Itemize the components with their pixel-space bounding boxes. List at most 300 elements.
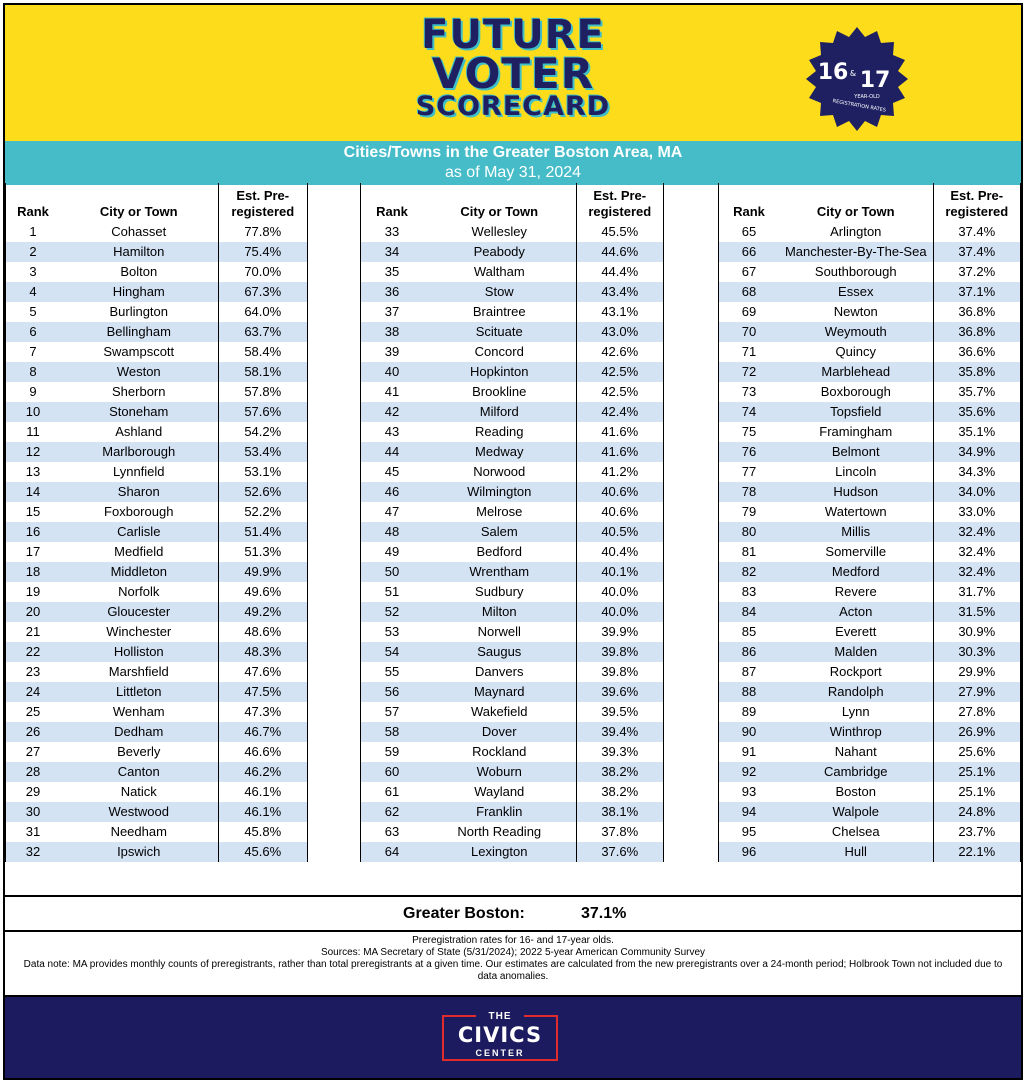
rank-cell: 44 [361, 442, 423, 462]
preregistered-cell: 67.3% [218, 282, 307, 302]
preregistered-cell: 46.6% [218, 742, 307, 762]
city-cell: Concord [474, 344, 524, 359]
table-row [719, 622, 1020, 642]
city-cell: Acton [779, 602, 933, 622]
table-row [719, 442, 1020, 462]
rank-cell: 42 [361, 402, 423, 422]
rank-cell: 3 [29, 264, 37, 279]
preregistered-cell: 52.6% [218, 482, 307, 502]
city-cell: Norwood [473, 464, 526, 479]
badge-ampersand: & [849, 69, 857, 78]
table-row [719, 562, 1020, 582]
city-cell: Stow [423, 282, 576, 302]
city-cell: Braintree [472, 304, 526, 319]
table-row [6, 382, 307, 402]
total-label: Greater Boston: [403, 905, 525, 922]
logo-line-2: VOTER [431, 49, 595, 98]
rank-cell: 68 [719, 282, 779, 302]
rank-cell: 12 [6, 442, 60, 462]
city-header: City or Town [460, 204, 539, 219]
city-cell: Burlington [109, 304, 169, 319]
rank-cell: 45 [384, 464, 400, 479]
rank-cell: 11 [26, 424, 40, 439]
city-cell: Boston [835, 784, 876, 799]
rank-cell: 54 [361, 642, 423, 662]
city-cell: Peabody [423, 242, 576, 262]
table-row [361, 222, 663, 242]
rank-cell: 39 [384, 344, 400, 359]
table-row [6, 662, 307, 682]
rank-cell: 78 [719, 482, 779, 502]
table-row [6, 562, 307, 582]
preregistered-cell: 47.6% [218, 662, 307, 682]
table-row [6, 742, 307, 762]
rank-header: Rank [733, 204, 765, 219]
preregistered-cell: 22.1% [933, 842, 1020, 862]
table-header-row [6, 183, 307, 222]
preregistered-cell: 29.9% [933, 662, 1020, 682]
ranking-column-1 [5, 183, 308, 862]
logo-line-1: FUTURE [421, 12, 605, 58]
table-row [6, 322, 307, 342]
rank-cell: 38 [361, 322, 423, 342]
preregistered-cell: 70.0% [218, 262, 307, 282]
rank-cell: 27 [25, 744, 41, 759]
preregistered-cell: 41.6% [576, 442, 663, 462]
preregistered-cell: 37.8% [576, 822, 663, 842]
table-row [719, 742, 1020, 762]
table-row [719, 502, 1020, 522]
table-row [719, 782, 1020, 802]
preregistered-cell: 46.1% [218, 802, 307, 822]
preregistered-cell: 31.7% [933, 582, 1020, 602]
table-row [719, 482, 1020, 502]
city-cell: Scituate [423, 322, 576, 342]
rank-cell: 35 [384, 264, 400, 279]
city-cell: Lexington [423, 842, 576, 862]
table-row [6, 282, 307, 302]
total-value: 37.1% [581, 905, 627, 922]
preregistered-cell: 49.9% [218, 562, 307, 582]
preregistered-cell: 46.1% [218, 782, 307, 802]
ranking-table [719, 183, 1020, 862]
city-cell: Melrose [476, 504, 523, 519]
table-row [361, 302, 663, 322]
rank-cell: 53 [384, 624, 400, 639]
preregistered-cell: 51.4% [218, 522, 307, 542]
rank-cell: 64 [361, 842, 423, 862]
rank-cell: 93 [741, 784, 757, 799]
rank-cell: 91 [741, 744, 757, 759]
preregistered-header: Est. Pre- registered [933, 183, 1020, 222]
table-row [6, 702, 307, 722]
preregistered-cell: 40.1% [576, 562, 663, 582]
table-row [361, 242, 663, 262]
rank-cell: 80 [719, 522, 779, 542]
table-row [361, 382, 663, 402]
table-row [6, 602, 307, 622]
rank-cell: 83 [741, 584, 757, 599]
preregistered-cell: 39.6% [576, 682, 663, 702]
table-row [361, 742, 663, 762]
preregistered-cell: 32.4% [933, 562, 1020, 582]
city-cell: Lincoln [835, 464, 877, 479]
preregistered-cell: 35.6% [933, 402, 1020, 422]
preregistered-cell: 43.1% [576, 302, 663, 322]
city-cell: Danvers [475, 664, 524, 679]
rank-cell: 73 [741, 384, 757, 399]
preregistered-cell: 37.4% [933, 222, 1020, 242]
table-row [6, 762, 307, 782]
table-row [6, 622, 307, 642]
table-row [719, 322, 1020, 342]
table-row [361, 642, 663, 662]
rank-cell: 90 [719, 722, 779, 742]
rank-cell: 72 [719, 362, 779, 382]
city-cell: Boxborough [820, 384, 891, 399]
city-cell: Belmont [779, 442, 933, 462]
city-cell: Southborough [814, 264, 897, 279]
city-cell: Middleton [60, 562, 218, 582]
city-cell: Bolton [120, 264, 158, 279]
city-cell: Stoneham [60, 402, 218, 422]
note-data: Data note: MA provides monthly counts of preregistrants, rather than total preregistrants at a given time. Our estimates are calculated from the new preregistrants over a 24-month period; Holbrook Town not included due to data anomalies. [23, 959, 1003, 982]
rank-header: Rank [17, 204, 49, 219]
table-row [6, 682, 307, 702]
preregistered-cell: 48.3% [218, 642, 307, 662]
city-cell: Dover [423, 722, 576, 742]
rank-cell: 32 [6, 842, 60, 862]
city-cell: Chelsea [831, 824, 880, 839]
rank-cell: 21 [25, 624, 41, 639]
city-cell: Essex [779, 282, 933, 302]
table-row [719, 762, 1020, 782]
city-cell: Waltham [473, 264, 525, 279]
preregistered-cell: 36.8% [933, 322, 1020, 342]
preregistered-cell: 27.8% [933, 702, 1020, 722]
table-row [719, 522, 1020, 542]
badge-registration-rates: REGISTRATION RATES [832, 98, 887, 114]
city-cell: Salem [423, 522, 576, 542]
rank-cell: 1 [29, 224, 37, 239]
city-cell: Wayland [474, 784, 525, 799]
city-cell: Hudson [779, 482, 933, 502]
preregistered-cell: 47.5% [218, 682, 307, 702]
city-cell: Bedford [476, 544, 523, 559]
city-cell: Weston [60, 362, 218, 382]
table-row [719, 242, 1020, 262]
city-cell: Foxborough [104, 504, 174, 519]
table-row [361, 722, 663, 742]
preregistered-cell: 32.4% [933, 522, 1020, 542]
preregistered-cell: 63.7% [218, 322, 307, 342]
city-cell: Somerville [825, 544, 887, 559]
rank-cell: 89 [741, 704, 757, 719]
preregistered-cell: 54.2% [218, 422, 307, 442]
table-row [361, 802, 663, 822]
city-cell: Holliston [60, 642, 218, 662]
preregistered-cell: 39.3% [576, 742, 663, 762]
rank-cell: 26 [6, 722, 60, 742]
table-row [6, 422, 307, 442]
table-row [6, 442, 307, 462]
city-cell: Quincy [835, 344, 876, 359]
table-row [719, 342, 1020, 362]
preregistered-cell: 58.1% [218, 362, 307, 382]
preregistered-cell: 32.4% [933, 542, 1020, 562]
rank-cell: 84 [719, 602, 779, 622]
table-row [719, 422, 1020, 442]
rank-cell: 94 [719, 802, 779, 822]
city-cell: Winthrop [779, 722, 933, 742]
preregistered-cell: 44.6% [576, 242, 663, 262]
table-row [719, 602, 1020, 622]
table-row [719, 222, 1020, 242]
rank-cell: 92 [719, 762, 779, 782]
table-row [6, 802, 307, 822]
rank-cell: 31 [25, 824, 41, 839]
preregistered-cell: 23.7% [933, 822, 1020, 842]
table-row [6, 642, 307, 662]
preregistered-cell: 24.8% [933, 802, 1020, 822]
preregistered-cell: 37.1% [933, 282, 1020, 302]
preregistered-cell: 42.6% [576, 342, 663, 362]
rank-cell: 5 [29, 304, 37, 319]
rank-cell: 10 [6, 402, 60, 422]
preregistered-cell: 37.6% [576, 842, 663, 862]
table-row [719, 282, 1020, 302]
rank-cell: 49 [384, 544, 400, 559]
preregistered-cell: 38.1% [576, 802, 663, 822]
city-cell: Medford [779, 562, 933, 582]
rank-cell: 28 [6, 762, 60, 782]
rank-cell: 77 [741, 464, 757, 479]
preregistered-cell: 30.3% [933, 642, 1020, 662]
preregistered-cell: 75.4% [218, 242, 307, 262]
rank-cell: 95 [741, 824, 757, 839]
preregistered-cell: 49.6% [218, 582, 307, 602]
logo-line-3: SCORECARD [415, 91, 611, 122]
rank-cell: 85 [741, 624, 757, 639]
city-cell: Rockport [829, 664, 882, 679]
rank-cell: 52 [361, 602, 423, 622]
table-row [361, 362, 663, 382]
preregistered-cell: 34.3% [933, 462, 1020, 482]
table-row [6, 242, 307, 262]
civics-center-logo [442, 1011, 558, 1061]
city-cell: Norwell [477, 624, 521, 639]
rank-cell: 66 [719, 242, 779, 262]
preregistered-cell: 27.9% [933, 682, 1020, 702]
rank-cell: 81 [741, 544, 757, 559]
rank-cell: 15 [25, 504, 41, 519]
table-row [361, 662, 663, 682]
preregistered-cell: 40.4% [576, 542, 663, 562]
table-row [6, 402, 307, 422]
preregistered-cell: 77.8% [218, 222, 307, 242]
table-row [361, 422, 663, 442]
rank-cell: 19 [25, 584, 41, 599]
rank-cell: 59 [384, 744, 400, 759]
table-row [6, 302, 307, 322]
city-header: City or Town [99, 204, 178, 219]
city-cell: Revere [834, 584, 877, 599]
preregistered-cell: 52.2% [218, 502, 307, 522]
table-row [361, 602, 663, 622]
city-cell: Millis [779, 522, 933, 542]
table-row [6, 482, 307, 502]
city-cell: Saugus [423, 642, 576, 662]
rank-cell: 6 [6, 322, 60, 342]
preregistered-cell: 39.8% [576, 642, 663, 662]
table-row [6, 522, 307, 542]
rank-cell: 65 [741, 224, 757, 239]
table-row [361, 342, 663, 362]
table-row [361, 762, 663, 782]
preregistered-cell: 36.8% [933, 302, 1020, 322]
table-row [361, 562, 663, 582]
rank-cell: 48 [361, 522, 423, 542]
rank-cell: 17 [25, 544, 41, 559]
table-row [719, 582, 1020, 602]
preregistered-cell: 33.0% [933, 502, 1020, 522]
rank-cell: 29 [25, 784, 41, 799]
city-cell: Arlington [830, 224, 882, 239]
rank-cell: 8 [6, 362, 60, 382]
table-row [361, 482, 663, 502]
rank-cell: 36 [361, 282, 423, 302]
table-header-row [361, 183, 663, 222]
city-cell: Reading [475, 424, 524, 439]
table-row [6, 722, 307, 742]
rank-header: Rank [376, 204, 408, 219]
city-cell: Medfield [114, 544, 164, 559]
rank-cell: 75 [741, 424, 757, 439]
city-cell: Gloucester [60, 602, 218, 622]
city-cell: Hopkinton [423, 362, 576, 382]
city-cell: Wilmington [423, 482, 576, 502]
preregistered-cell: 40.6% [576, 502, 663, 522]
rank-cell: 76 [719, 442, 779, 462]
preregistered-cell: 35.1% [933, 422, 1020, 442]
badge-age-16: 16 [817, 60, 849, 85]
preregistered-cell: 38.2% [576, 762, 663, 782]
preregistered-cell: 53.4% [218, 442, 307, 462]
note-description: Preregistration rates for 16- and 17-year olds. [412, 935, 614, 946]
city-cell: Wrentham [423, 562, 576, 582]
table-row [361, 282, 663, 302]
rank-cell: 67 [741, 264, 757, 279]
preregistered-cell: 41.2% [576, 462, 663, 482]
table-row [719, 842, 1020, 862]
preregistered-cell: 40.5% [576, 522, 663, 542]
badge-age-17: 17 [859, 68, 891, 93]
city-cell: Topsfield [779, 402, 933, 422]
preregistered-cell: 34.0% [933, 482, 1020, 502]
preregistered-cell: 51.3% [218, 542, 307, 562]
table-row [361, 442, 663, 462]
table-row [6, 262, 307, 282]
preregistered-cell: 42.4% [576, 402, 663, 422]
table-row [719, 462, 1020, 482]
city-cell: Needham [110, 824, 167, 839]
rank-cell: 50 [361, 562, 423, 582]
preregistered-cell: 45.6% [218, 842, 307, 862]
table-row [719, 702, 1020, 722]
city-cell: Dedham [60, 722, 218, 742]
city-cell: Hull [779, 842, 933, 862]
city-cell: Medway [423, 442, 576, 462]
rank-cell: 58 [361, 722, 423, 742]
city-cell: Maynard [423, 682, 576, 702]
preregistered-cell: 39.4% [576, 722, 663, 742]
city-cell: Hingham [60, 282, 218, 302]
table-row [6, 342, 307, 362]
city-cell: Milford [423, 402, 576, 422]
city-cell: Manchester-By-The-Sea [779, 242, 933, 262]
rank-cell: 47 [384, 504, 400, 519]
city-cell: Woburn [423, 762, 576, 782]
preregistered-cell: 47.3% [218, 702, 307, 722]
city-cell: Sudbury [475, 584, 524, 599]
ranking-table [361, 183, 663, 862]
table-row [361, 822, 663, 842]
logo-center: CENTER [475, 1048, 525, 1058]
rank-cell: 7 [29, 344, 37, 359]
rank-cell: 70 [719, 322, 779, 342]
table-row [361, 322, 663, 342]
rank-cell: 20 [6, 602, 60, 622]
preregistered-cell: 38.2% [576, 782, 663, 802]
city-cell: Cohasset [111, 224, 167, 239]
table-row [361, 682, 663, 702]
city-cell: Norfolk [118, 584, 160, 599]
preregistered-cell: 35.7% [933, 382, 1020, 402]
city-cell: Nahant [834, 744, 877, 759]
preregistered-cell: 34.9% [933, 442, 1020, 462]
table-row [6, 362, 307, 382]
logo-the: THE [488, 1011, 512, 1022]
preregistered-cell: 25.1% [933, 782, 1020, 802]
city-cell: Ipswich [60, 842, 218, 862]
city-cell: Marshfield [108, 664, 169, 679]
preregistered-cell: 25.6% [933, 742, 1020, 762]
preregistered-cell: 42.5% [576, 382, 663, 402]
city-cell: Westwood [60, 802, 218, 822]
city-cell: Hamilton [60, 242, 218, 262]
table-row [719, 382, 1020, 402]
city-cell: Weymouth [779, 322, 933, 342]
preregistered-cell: 35.8% [933, 362, 1020, 382]
table-row [719, 402, 1020, 422]
table-row [6, 542, 307, 562]
badge-year-old: YEAR-OLD [854, 94, 880, 100]
rank-cell: 46 [361, 482, 423, 502]
city-cell: Carlisle [60, 522, 218, 542]
city-header: City or Town [816, 204, 895, 219]
rank-cell: 40 [361, 362, 423, 382]
preregistered-header: Est. Pre- registered [218, 183, 307, 222]
preregistered-cell: 39.5% [576, 702, 663, 722]
city-cell: Cambridge [779, 762, 933, 782]
rank-cell: 55 [384, 664, 400, 679]
table-row [719, 302, 1020, 322]
table-row [719, 642, 1020, 662]
table-row [6, 502, 307, 522]
rank-cell: 86 [719, 642, 779, 662]
table-row [6, 582, 307, 602]
preregistered-cell: 41.6% [576, 422, 663, 442]
